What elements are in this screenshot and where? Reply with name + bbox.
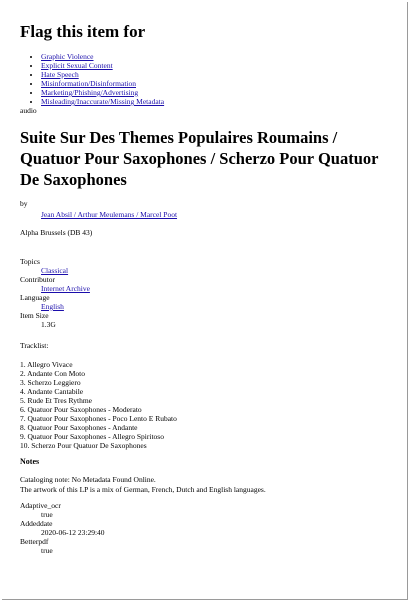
flag-option: [41, 79, 400, 88]
creators: [41, 210, 400, 219]
betterpdf-label: Betterpdf: [20, 537, 49, 546]
flag-option: [41, 70, 400, 79]
notes-heading: Notes: [20, 457, 40, 466]
metadata-list: [20, 257, 400, 329]
publisher: Alpha Brussels (DB 43): [20, 228, 93, 237]
flag-options-list: [20, 52, 400, 106]
track-item: 4. Andante Cantabile: [20, 387, 84, 396]
track-item: 10. Scherzo Pour Quatuor De Saxophones: [20, 441, 147, 450]
item-title: Suite Sur Des Themes Populaires Roumains / Quatuor Pour Saxophones / Scherzo Pour Quatuor De Saxophones: [20, 128, 379, 189]
item-size-label: Item Size: [20, 311, 49, 320]
track-item: 8. Quatuor Pour Saxophones - Andante: [20, 423, 138, 432]
track-item: 3. Scherzo Leggiero: [20, 378, 81, 387]
flag-option: [41, 52, 400, 61]
creators-link[interactable]: Jean Absil / Arthur Meulemans / Marcel Poot: [41, 210, 178, 219]
topics-value: [41, 266, 400, 275]
topic-classical-link[interactable]: Classical: [41, 266, 69, 275]
track-item: 7. Quatuor Pour Saxophones - Poco Lento E Rubato: [20, 414, 177, 423]
by-label: by: [20, 199, 28, 208]
media-type-label: audio: [20, 106, 37, 115]
flag-option: [41, 97, 400, 106]
contributor-label: Contributor: [20, 275, 55, 284]
topics-label: Topics: [20, 257, 40, 266]
item-size-value: 1.3G: [41, 320, 56, 329]
flag-option: [41, 88, 400, 97]
flag-option-graphic-violence-link[interactable]: Graphic Violence: [41, 52, 94, 61]
language-label: Language: [20, 293, 50, 302]
flag-heading: Flag this item for: [20, 22, 146, 41]
flag-option-explicit-sexual-content-link[interactable]: Explicit Sexual Content: [41, 61, 113, 70]
track-item: 6. Quatuor Pour Saxophones - Moderato: [20, 405, 142, 414]
adaptive-ocr-label: Adaptive_ocr: [20, 501, 61, 510]
tracklist: [20, 360, 400, 450]
track-item: 2. Andante Con Moto: [20, 369, 85, 378]
flag-option-marketing-link[interactable]: Marketing/Phishing/Advertising: [41, 88, 139, 97]
tracklist-label: Tracklist:: [20, 341, 49, 350]
language-value: [41, 302, 400, 311]
language-link[interactable]: English: [41, 302, 64, 311]
betterpdf-value: true: [41, 546, 53, 555]
flag-option-misinformation-link[interactable]: Misinformation/Disinformation: [41, 79, 136, 88]
track-item: 1. Allegro Vivace: [20, 360, 73, 369]
adaptive-ocr-value: true: [41, 510, 53, 519]
flag-option: [41, 61, 400, 70]
notes-line-cataloging: Cataloging note: No Metadata Found Online.: [20, 475, 156, 484]
extra-metadata-list: [20, 501, 400, 555]
page-content: [20, 0, 400, 555]
flag-option-hate-speech-link[interactable]: Hate Speech: [41, 70, 79, 79]
flag-option-misleading-metadata-link[interactable]: Misleading/Inaccurate/Missing Metadata: [41, 97, 165, 106]
contributor-value: [41, 284, 400, 293]
addeddate-label: Addeddate: [20, 519, 53, 528]
track-item: 9. Quatuor Pour Saxophones - Allegro Spiritoso: [20, 432, 164, 441]
addeddate-value: 2020-06-12 23:29:40: [41, 528, 105, 537]
contributor-link[interactable]: Internet Archive: [41, 284, 90, 293]
track-item: 5. Rude Et Tres Rythme: [20, 396, 92, 405]
notes-line-artwork: The artwork of this LP is a mix of German, French, Dutch and English languages.: [20, 484, 266, 494]
